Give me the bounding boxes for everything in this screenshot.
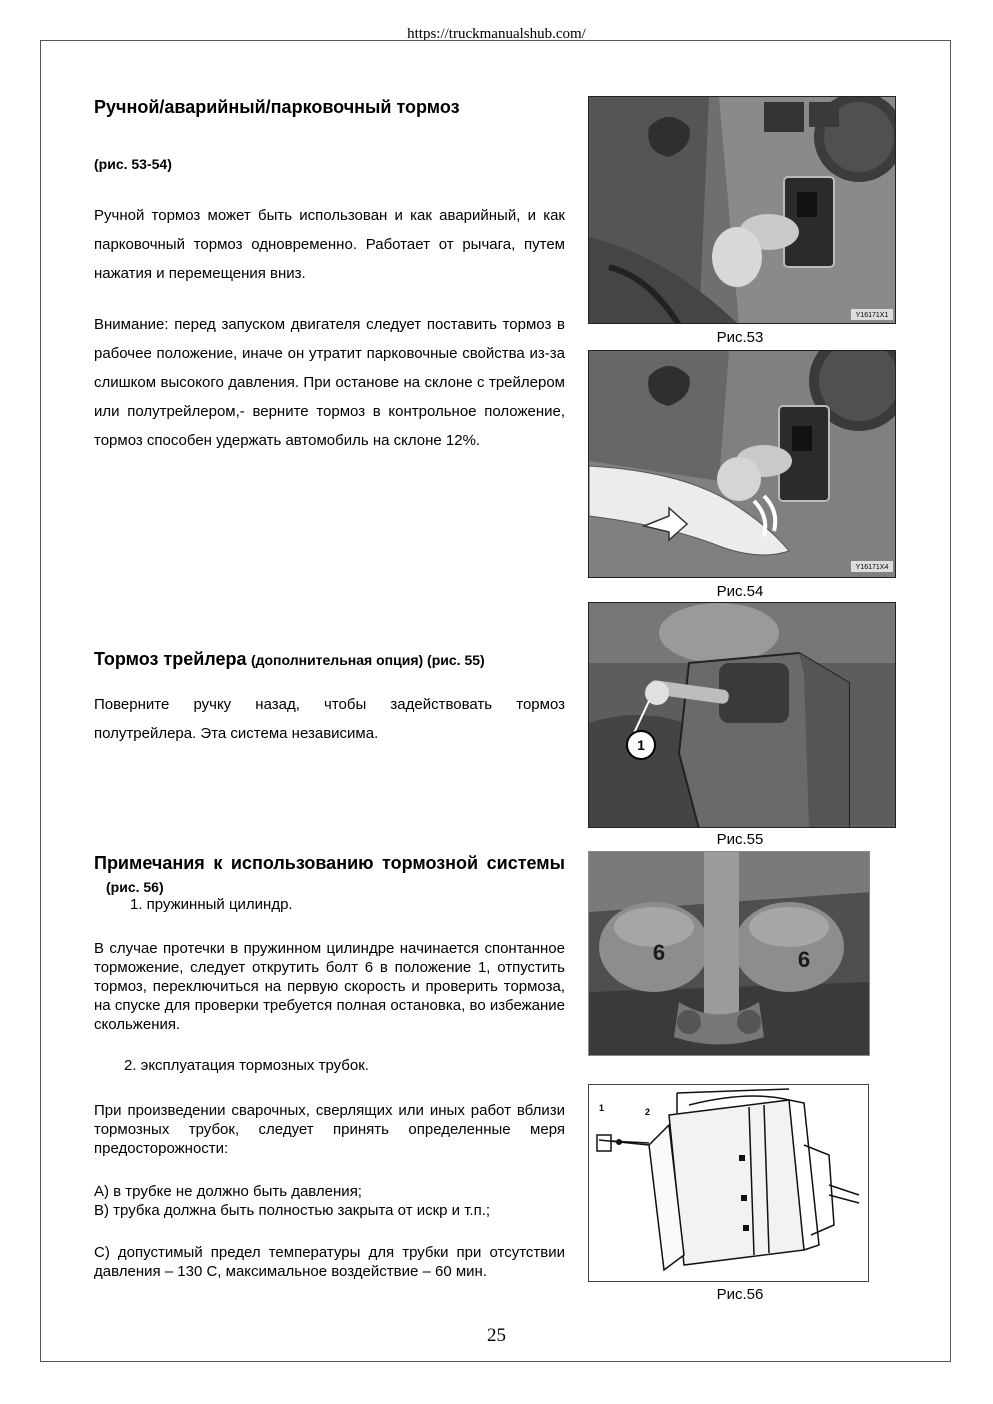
figure-56-label-1: 1 bbox=[599, 1103, 605, 1113]
figure-55-callout: 1 bbox=[637, 737, 645, 753]
figure-56-photo-label-left: 6 bbox=[652, 940, 666, 965]
figure-53-photo bbox=[588, 96, 896, 324]
handbrake-title: Ручной/аварийный/парковочный тормоз bbox=[94, 97, 460, 117]
handbrake-hand-illustration bbox=[589, 351, 896, 578]
figure-56-drawing bbox=[588, 1084, 869, 1282]
figure-53-caption: Рис.53 bbox=[716, 329, 764, 346]
figure-56-photo bbox=[588, 851, 870, 1056]
notes-paragraph-1: В случае протечки в пружинном цилиндре начинается спонтанное торможение, следует открутить болт 6 в положение 1, отпустить тормоз, переключиться на первую скорость и проверить тормоза, на спуске для проверки требуется полная остановка, во избежание скольжения. bbox=[94, 940, 565, 1033]
notes-item-1: 1. пружинный цилиндр. bbox=[130, 896, 293, 913]
figure-55-photo bbox=[588, 602, 896, 828]
figure-56-photo-label-right: 6 bbox=[797, 947, 811, 972]
page-number: 25 bbox=[487, 1325, 506, 1346]
figure-53-code: Y16171X1 bbox=[855, 312, 889, 319]
handbrake-lever-illustration bbox=[589, 97, 896, 324]
trailer-brake-valve-illustration bbox=[589, 603, 896, 828]
figure-54-caption: Рис.54 bbox=[716, 583, 764, 600]
notes-item-c: С) допустимый предел температуры для трубки при отсутствии давления – 130 С, максимальное воздействие – 60 мин. bbox=[94, 1244, 565, 1280]
source-url: https://truckmanualshub.com/ bbox=[407, 26, 586, 42]
trailer-title-line bbox=[94, 649, 485, 670]
handbrake-ref: (рис. 53-54) bbox=[94, 156, 172, 172]
notes-item-b: В) трубка должна быть полностью закрыта от искр и т.п.; bbox=[94, 1202, 491, 1219]
trailer-title-suffix: (дополнительная опция) (рис. 55) bbox=[250, 652, 485, 668]
notes-title: Примечания к использованию тормозной системы bbox=[94, 853, 565, 873]
figure-54-code: Y16171X4 bbox=[855, 564, 889, 571]
trailer-paragraph: Поверните ручку назад, чтобы задействовать тормоз полутрейлера. Эта система независима. bbox=[94, 696, 565, 742]
handbrake-paragraph-1: Ручной тормоз может быть использован и как аварийный, и как парковочный тормоз одновременно. Работает от рычага, путем нажатия и перемещения вниз. bbox=[94, 207, 565, 282]
notes-title-block bbox=[94, 852, 565, 899]
spring-cylinders-illustration bbox=[589, 852, 870, 1056]
figure-55-caption: Рис.55 bbox=[716, 831, 764, 848]
notes-ref: (рис. 56) bbox=[106, 879, 164, 895]
figure-54-photo bbox=[588, 350, 896, 578]
notes-item-2: 2. эксплуатация тормозных трубок. bbox=[124, 1057, 369, 1074]
trailer-title: Тормоз трейлера bbox=[94, 649, 247, 669]
figure-56-caption: Рис.56 bbox=[716, 1286, 764, 1303]
notes-item-a: А) в трубке не должно быть давления; bbox=[94, 1183, 362, 1200]
handbrake-paragraph-2: Внимание: перед запуском двигателя следует поставить тормоз в рабочее положение, иначе он утратит парковочные свойства из-за слишком высокого давления. При останове на склоне с трейлером или полутрейлером,- верните тормоз в контрольное положение, тормоз способен удержать автомобиль на склоне 12%. bbox=[94, 316, 565, 449]
spring-cylinder-drawing bbox=[589, 1085, 869, 1282]
notes-paragraph-2: При произведении сварочных, сверлящих или иных работ вблизи тормозных трубок, следует принять определенные меря предосторожности: bbox=[94, 1102, 565, 1157]
figure-56-label-2: 2 bbox=[645, 1107, 651, 1117]
